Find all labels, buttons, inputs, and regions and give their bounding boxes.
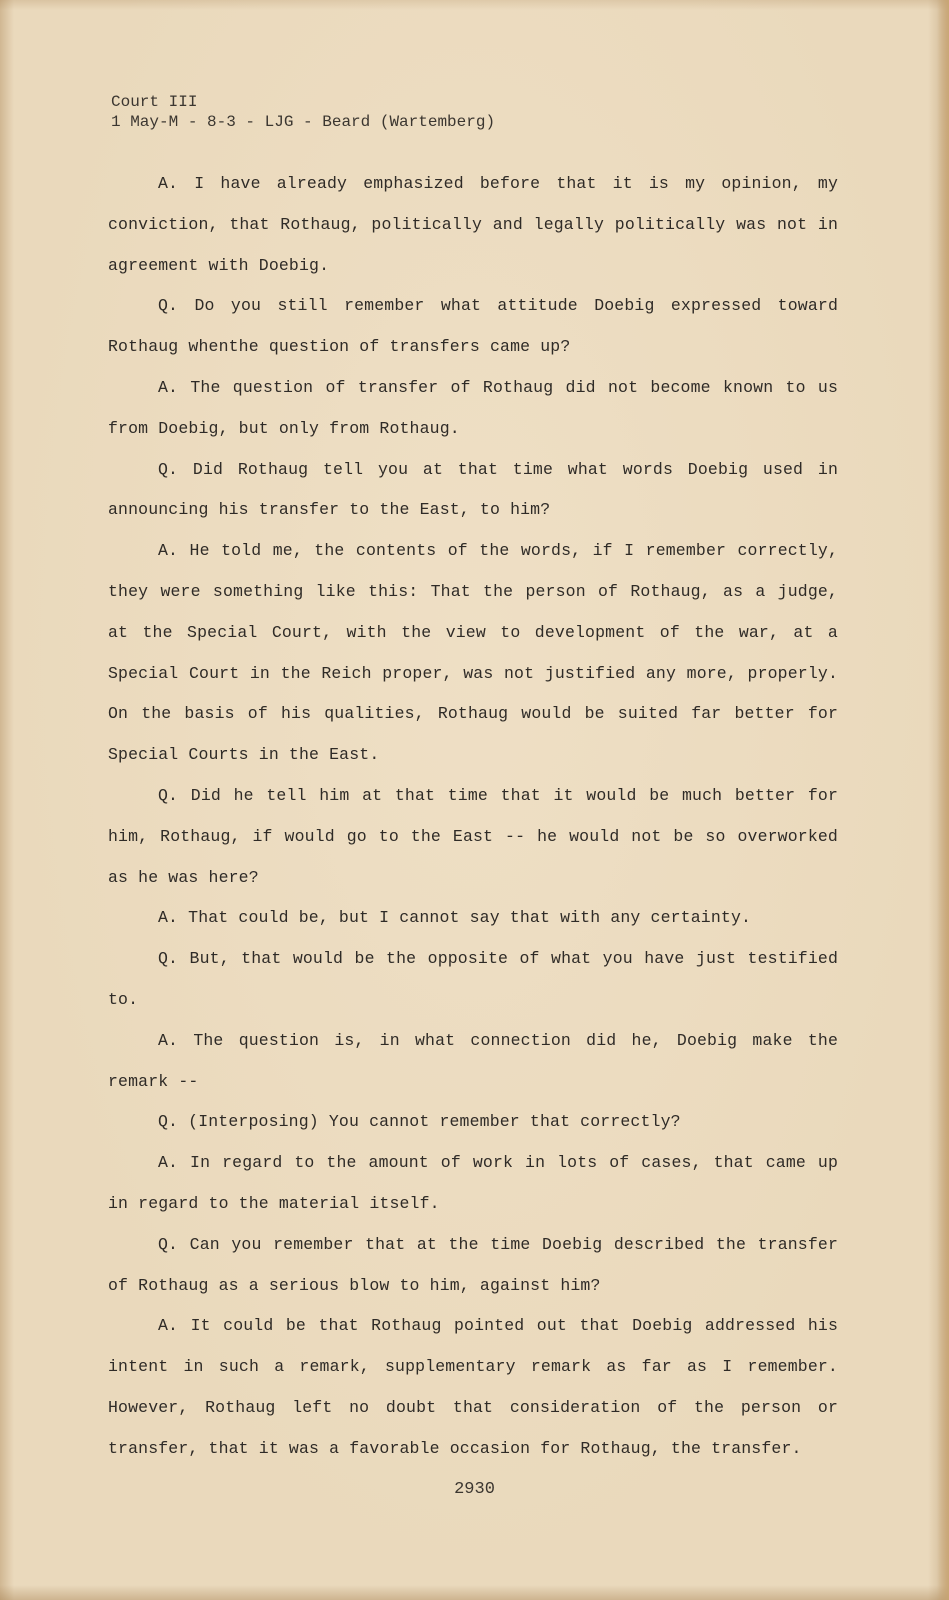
transcript-paragraph: A. The question is, in what connection did he, Doebig make the remark -- [108,1030,838,1091]
page-number: 2930 [454,1480,495,1499]
transcript-paragraph: A. He told me, the contents of the words, if I remember correctly, they were something like this: That the person of Rothaug, as a judge, at the Special Court, with the view to development of the war, at a Special Court in the Reich proper, was not justified any more, properly. On the basis of his qualities, Rothaug would be suited far better for Special Courts in the East. [108,541,838,765]
transcript-paragraph: Q. Do you still remember what attitude Doebig expressed toward Rothaug whenthe question of transfers came up? [108,296,838,357]
transcript-paragraph: Q. (Interposing) You cannot remember that correctly? [158,1112,681,1132]
transcript-paragraph: A. The question of transfer of Rothaug did not become known to us from Doebig, but only from Rothaug. [108,377,838,438]
transcript-paragraph: A. In regard to the amount of work in lots of cases, that came up in regard to the material itself. [108,1153,838,1213]
court-label: Court III [111,93,198,111]
transcript-paragraph: Q. Did he tell him at that time that it would be much better for him, Rothaug, if would go to the East -- he would not be so overworked as he was here? [108,785,838,887]
document-header [111,92,495,132]
transcript-body [108,164,838,1470]
transcript-paragraph: Q. But, that would be the opposite of what you have just testified to. [108,949,838,1009]
transcript-paragraph: A. That could be, but I cannot say that with any certainty. [158,908,752,928]
transcript-paragraph: A. I have already emphasized before that it is my opinion, my conviction, that Rothaug, politically and legally politically was not in agreement with Doebig. [108,174,838,275]
transcript-paragraph: Q. Did Rothaug tell you at that time what words Doebig used in announcing his transfer to the East, to him? [108,459,838,520]
transcript-paragraph: A. It could be that Rothaug pointed out that Doebig addressed his intent in such a remark, supplementary remark as far as I remember. However, Rothaug left no doubt that consideration of the person or transfer, that it was a favorable occasion for Rothaug, the transfer. [108,1316,838,1458]
page-edge-shadow [937,0,949,1600]
session-label: 1 May-M - 8-3 - LJG - Beard (Wartemberg) [111,113,496,131]
transcript-paragraph: Q. Can you remember that at the time Doebig described the transfer of Rothaug as a serious blow to him, against him? [108,1234,838,1295]
